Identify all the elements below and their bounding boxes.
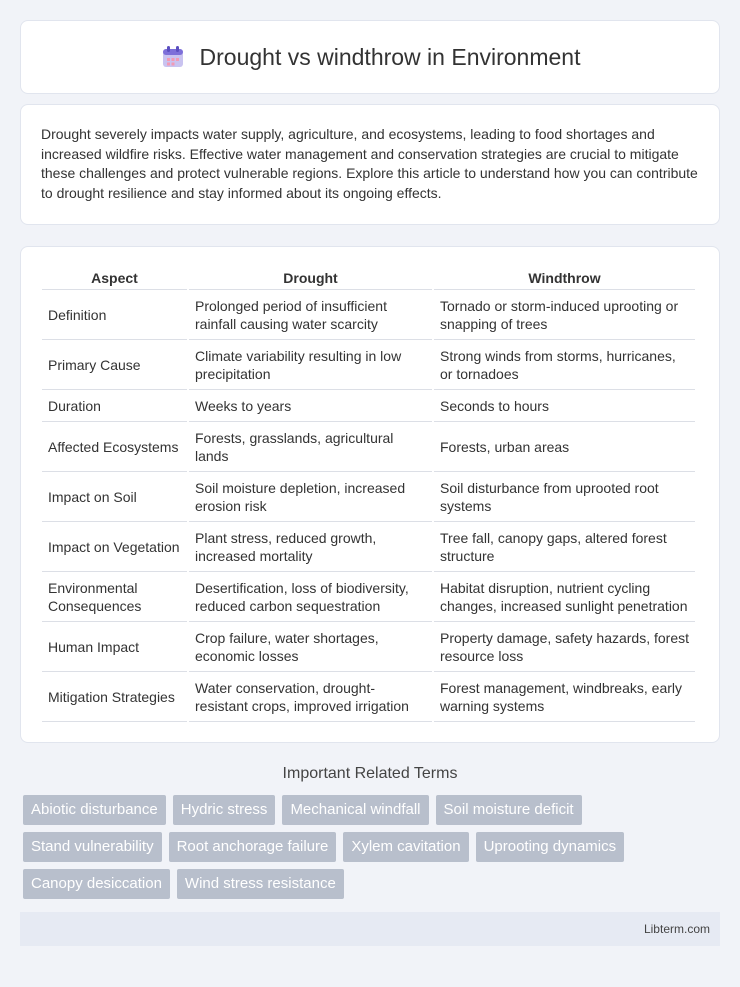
cell-windthrow: Tornado or storm-induced uprooting or snapping of trees xyxy=(434,290,695,340)
cell-aspect: Primary Cause xyxy=(42,340,187,390)
term-tag[interactable]: Uprooting dynamics xyxy=(476,832,625,862)
cell-windthrow: Forests, urban areas xyxy=(434,422,695,472)
term-tag[interactable]: Xylem cavitation xyxy=(343,832,468,862)
table-row xyxy=(42,390,695,422)
cell-windthrow: Tree fall, canopy gaps, altered forest structure xyxy=(434,522,695,572)
term-tag[interactable]: Root anchorage failure xyxy=(169,832,337,862)
cell-aspect: Duration xyxy=(42,390,187,422)
cell-windthrow: Habitat disruption, nutrient cycling changes, increased sunlight penetration xyxy=(434,572,695,622)
cell-windthrow: Forest management, windbreaks, early warning systems xyxy=(434,672,695,722)
cell-windthrow: Property damage, safety hazards, forest resource loss xyxy=(434,622,695,672)
cell-drought: Prolonged period of insufficient rainfall causing water scarcity xyxy=(189,290,432,340)
page-title: Drought vs windthrow in Environment xyxy=(199,43,581,70)
cell-drought: Weeks to years xyxy=(189,390,432,422)
table-row xyxy=(42,522,695,572)
table-row xyxy=(42,672,695,722)
term-tag[interactable]: Wind stress resistance xyxy=(177,869,344,899)
cell-aspect: Human Impact xyxy=(42,622,187,672)
table-row xyxy=(42,622,695,672)
table-row xyxy=(42,572,695,622)
table-row xyxy=(42,290,695,340)
cell-drought: Soil moisture depletion, increased erosion risk xyxy=(189,472,432,522)
comparison-table xyxy=(40,265,697,722)
cell-windthrow: Soil disturbance from uprooted root systems xyxy=(434,472,695,522)
term-tag[interactable]: Stand vulnerability xyxy=(23,832,162,862)
cell-drought: Climate variability resulting in low precipitation xyxy=(189,340,432,390)
term-tag[interactable]: Hydric stress xyxy=(173,795,276,825)
cell-aspect: Impact on Soil xyxy=(42,472,187,522)
cell-aspect: Affected Ecosystems xyxy=(42,422,187,472)
page-footer xyxy=(20,912,720,946)
cell-windthrow: Seconds to hours xyxy=(434,390,695,422)
cell-windthrow: Strong winds from storms, hurricanes, or tornadoes xyxy=(434,340,695,390)
term-tag[interactable]: Soil moisture deficit xyxy=(436,795,582,825)
cell-drought: Water conservation, drought-resistant crops, improved irrigation xyxy=(189,672,432,722)
term-tag[interactable]: Mechanical windfall xyxy=(282,795,428,825)
cell-drought: Plant stress, reduced growth, increased mortality xyxy=(189,522,432,572)
header-drought: Drought xyxy=(189,265,432,290)
intro-text: Drought severely impacts water supply, agriculture, and ecosystems, leading to food shortages and increased wildfire risks. Effective water management and conservation strategies are crucial to mitigate these challenges and protect vulnerable regions. Explore this article to understand how you can contribute to drought resilience and stay informed about its ongoing effects. xyxy=(41,126,698,201)
calendar-icon xyxy=(160,44,186,70)
cell-aspect: Environmental Consequences xyxy=(42,572,187,622)
related-terms-section xyxy=(0,765,740,899)
header-windthrow: Windthrow xyxy=(434,265,695,290)
cell-drought: Crop failure, water shortages, economic losses xyxy=(189,622,432,672)
related-terms-title: Important Related Terms xyxy=(282,765,458,782)
related-terms-list xyxy=(0,795,700,899)
cell-aspect: Mitigation Strategies xyxy=(42,672,187,722)
cell-aspect: Impact on Vegetation xyxy=(42,522,187,572)
cell-drought: Forests, grasslands, agricultural lands xyxy=(189,422,432,472)
footer-site-link[interactable]: Libterm.com xyxy=(643,922,710,936)
page-header xyxy=(20,20,720,94)
table-header-row xyxy=(42,265,695,290)
table-row xyxy=(42,422,695,472)
cell-aspect: Definition xyxy=(42,290,187,340)
term-tag[interactable]: Canopy desiccation xyxy=(23,869,170,899)
cell-drought: Desertification, loss of biodiversity, reduced carbon sequestration xyxy=(189,572,432,622)
intro-card xyxy=(20,104,720,225)
table-row xyxy=(42,472,695,522)
header-aspect: Aspect xyxy=(42,265,187,290)
comparison-card xyxy=(20,246,720,743)
table-row xyxy=(42,340,695,390)
term-tag[interactable]: Abiotic disturbance xyxy=(23,795,166,825)
